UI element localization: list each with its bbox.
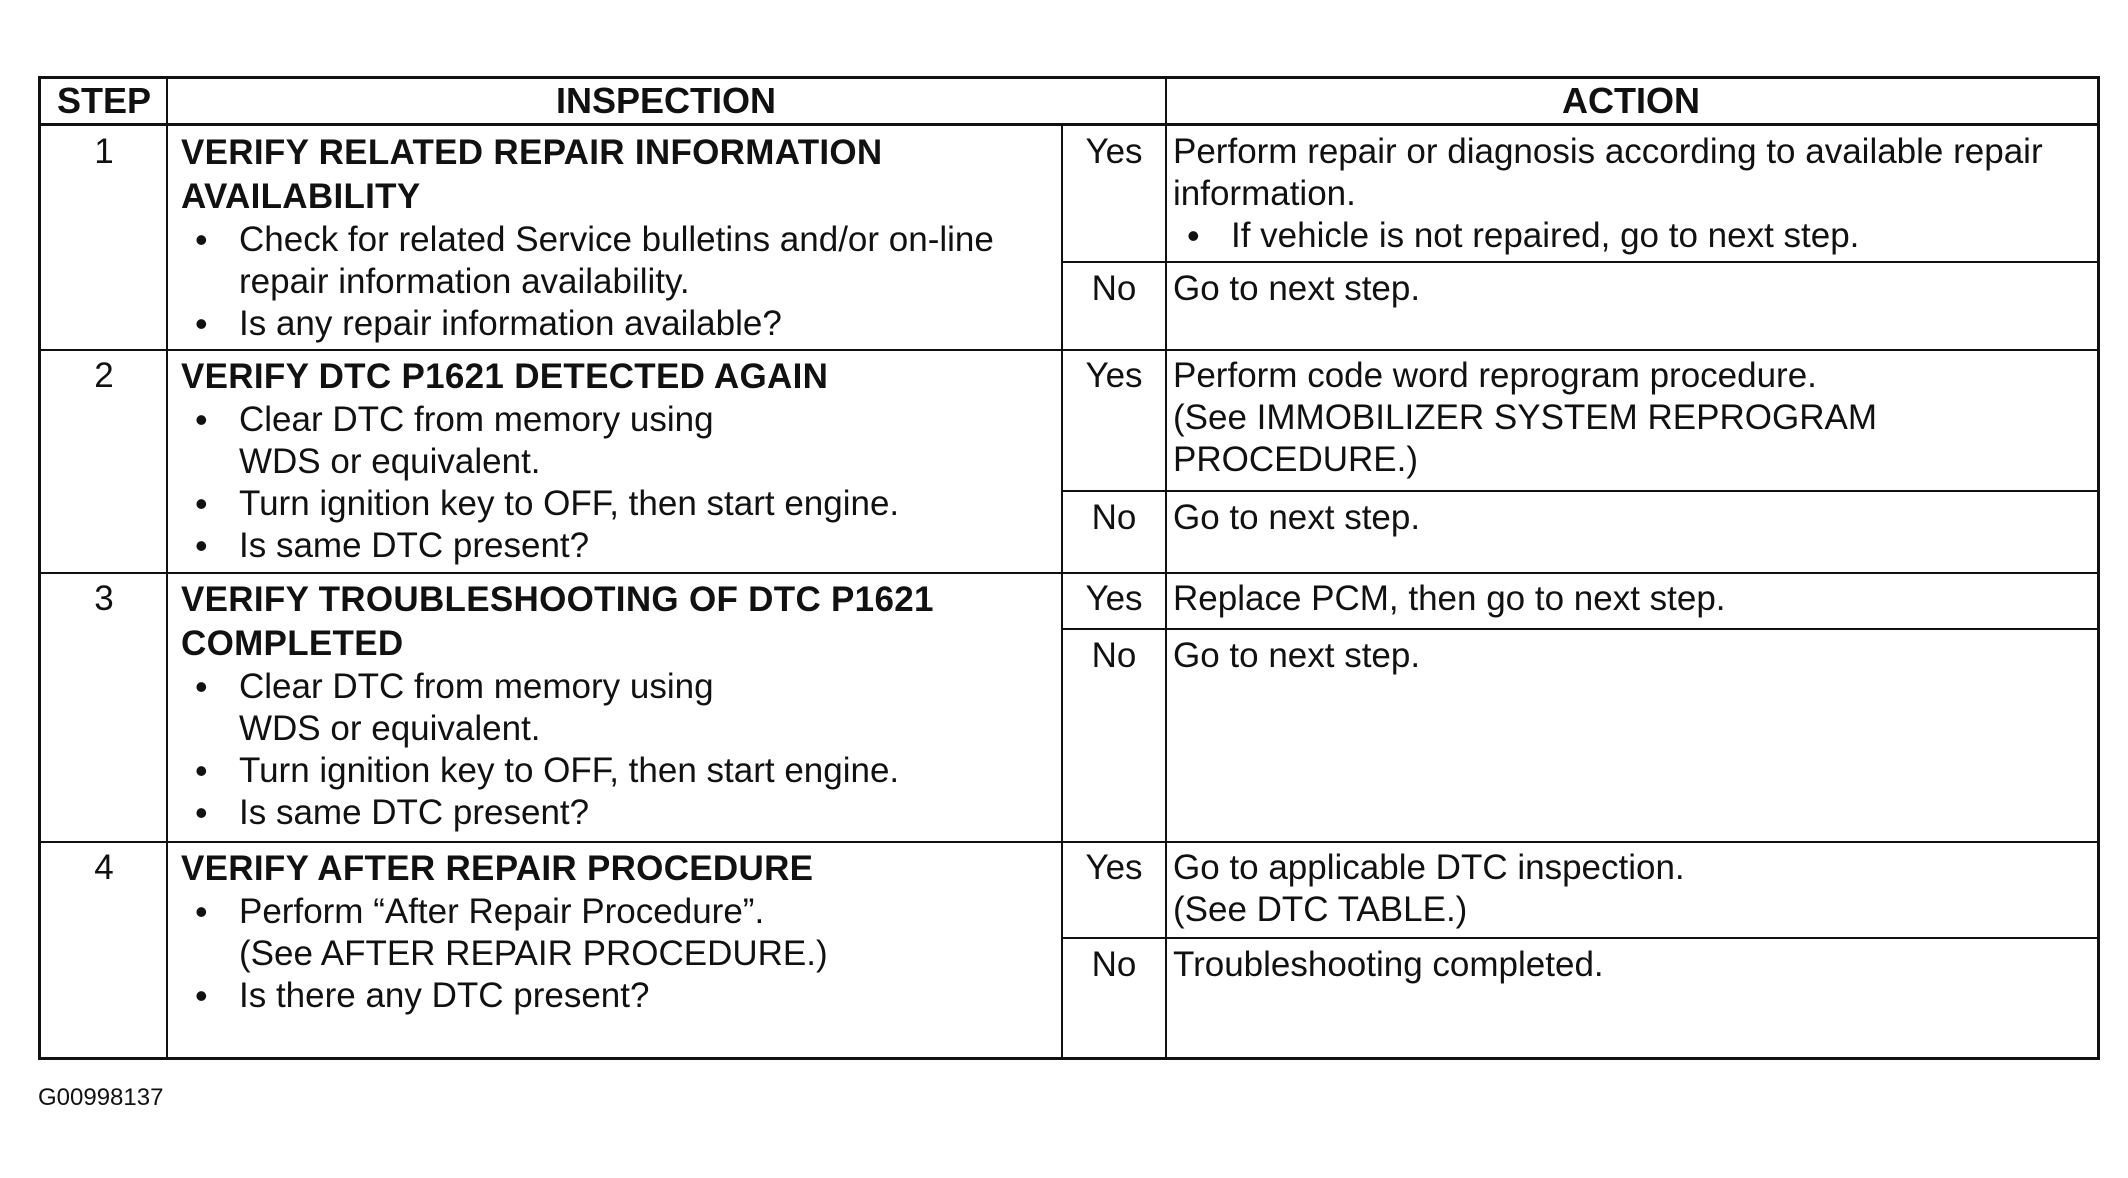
inspection-cell — [181, 847, 1051, 1017]
row-divider-2-3 — [41, 572, 2097, 574]
yes-label: Yes — [1085, 132, 1143, 171]
yesno-divider-row2 — [1061, 490, 2097, 492]
no-action: Go to next step. — [1173, 498, 1421, 537]
row-divider-3-4 — [41, 841, 2097, 843]
inspection-title: VERIFY RELATED REPAIR INFORMATION AVAILABILITY — [181, 133, 883, 216]
step-number: 3 — [94, 579, 114, 618]
bullet-item: • Turn ignition key to OFF, then start engine. — [181, 483, 1051, 525]
bullet-subtext: (See AFTER REPAIR PROCEDURE.) — [239, 934, 828, 973]
inspection-cell — [181, 131, 1051, 345]
action-text: (See IMMOBILIZER SYSTEM REPROGRAM PROCEDURE.) — [1173, 398, 1877, 479]
yes-label: Yes — [1085, 579, 1143, 618]
inspection-title: VERIFY DTC P1621 DETECTED AGAIN — [181, 357, 829, 396]
divider-header-action — [1165, 79, 1167, 126]
yes-action — [1173, 847, 2093, 931]
bullet-item: • Is same DTC present? — [181, 792, 1051, 834]
no-label: No — [1091, 636, 1137, 675]
header-inspection: INSPECTION — [167, 79, 1165, 126]
inspection-title: VERIFY AFTER REPAIR PROCEDURE — [181, 849, 814, 888]
yes-action — [1173, 131, 2093, 257]
divider-yesno-action — [1165, 126, 1167, 1057]
bullet-item: • Clear DTC from memory using WDS or equivalent. — [181, 666, 1051, 750]
divider-step-inspection — [166, 79, 168, 1057]
figure-id: G00998137 — [38, 1084, 164, 1111]
inspection-bullets — [181, 399, 1051, 567]
bullet-item: • Is same DTC present? — [181, 525, 1051, 567]
bullet-item: • Clear DTC from memory using WDS or equivalent. — [181, 399, 1051, 483]
inspection-cell — [181, 355, 1051, 567]
bullet-item: • Is there any DTC present? — [181, 975, 1051, 1017]
yes-action: Replace PCM, then go to next step. — [1173, 579, 1726, 618]
header-action: ACTION — [1165, 79, 2097, 126]
yesno-divider-row1 — [1061, 261, 2097, 263]
row-divider-1-2 — [41, 349, 2097, 351]
inspection-cell — [181, 578, 1051, 834]
bullet-text: • Perform “After Repair Procedure”. — [239, 892, 765, 931]
no-label: No — [1091, 498, 1137, 537]
no-action: Troubleshooting completed. — [1173, 945, 1604, 984]
action-text: (See DTC TABLE.) — [1173, 890, 1468, 929]
bullet-item: • Turn ignition key to OFF, then start engine. — [181, 750, 1051, 792]
step-number: 1 — [94, 132, 114, 171]
inspection-bullets — [181, 891, 1051, 1017]
yes-action — [1173, 355, 2093, 481]
action-bullets — [1173, 215, 2093, 257]
inspection-title: VERIFY TROUBLESHOOTING OF DTC P1621 COMPLETED — [181, 580, 934, 663]
dtc-inspection-table — [38, 76, 2100, 1060]
step-number: 2 — [94, 356, 114, 395]
no-action: Go to next step. — [1173, 636, 1421, 675]
bullet-item: • If vehicle is not repaired, go to next step. — [1173, 215, 2093, 257]
no-action: Go to next step. — [1173, 269, 1421, 308]
yes-label: Yes — [1085, 356, 1143, 395]
bullet-item: • Is any repair information available? — [181, 303, 1051, 345]
inspection-bullets — [181, 666, 1051, 834]
action-text: Go to applicable DTC inspection. — [1173, 848, 1685, 887]
action-text: Perform code word reprogram procedure. — [1173, 356, 1817, 395]
inspection-bullets — [181, 219, 1051, 345]
yes-label: Yes — [1085, 848, 1143, 887]
yesno-divider-row3 — [1061, 628, 2097, 630]
step-number: 4 — [94, 848, 114, 887]
no-label: No — [1091, 269, 1137, 308]
action-text: Perform repair or diagnosis according to available repair information. — [1173, 132, 2043, 213]
bullet-item: • Check for related Service bulletins and/or on-line repair information availability. — [181, 219, 1051, 303]
header-step: STEP — [41, 79, 167, 126]
bullet-item — [181, 891, 1051, 975]
yesno-divider-row4 — [1061, 937, 2097, 939]
no-label: No — [1091, 945, 1137, 984]
